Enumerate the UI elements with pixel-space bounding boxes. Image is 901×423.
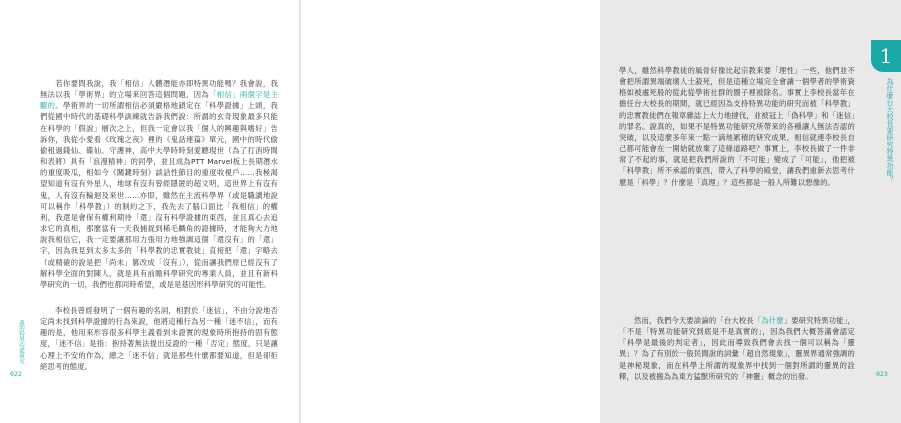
left-paragraph-1 xyxy=(40,78,278,290)
text-run: 事實上，李校長做了一件非常了不起的事，就是把我們所說的「不可能」變成了「可能」，他把被「科學教」所不承認的東西，帶入了科學的殿堂，讓我們重新去思考什麼是「科學」？什麼是「真理」？這些都是一般人所難以想像的。 xyxy=(619,144,855,187)
chapter-number-badge: 1 xyxy=(871,40,901,72)
page-number-right: 023 xyxy=(876,370,888,378)
right-page xyxy=(301,0,894,423)
highlighted-text: 為什麼 xyxy=(761,316,784,325)
left-paragraph-2 xyxy=(40,305,278,372)
highlighted-text: 相信」兩個字是主觀的 xyxy=(40,90,279,111)
left-page xyxy=(0,0,299,423)
text-run: 學人，雖然科學教徒的風骨好像比起宗教來要「理性」一些，他們並不會把所謂異端破壞人士殺死，但是這種立場完全會讓一個學者的學術資格如被處死般的從此從學術社群的圈子裡被除名。事實上李校長當年在擔任台大校長的期間，就已經因為支持特異功能的研究而被「科學教」的忠實教徒們在報章雜誌上大力地撻伐，並被冠上「偽科學」和「迷信」的罪名。說真的，如果不是特異功能研究所帶來的各種讓人無法否認的突破，以及這麼多年來一點一滴地累積的研究成果，相信就連李校長自己都可能會在一開始就放棄了這條道路吧？ xyxy=(619,66,855,154)
running-head: 我的特異功能研究 xyxy=(18,320,24,364)
right-paragraph-1 xyxy=(619,65,855,188)
right-paragraph-2 xyxy=(619,315,855,382)
chapter-title: 為什麼台大校長要研究特異功能？ xyxy=(886,78,894,183)
text-run: 若你要問我說，我「相信」人體潛能亦即特異功能嗎？我會說，我無法以我「學術界」的立場來回答這個問題，因為「 xyxy=(40,79,278,100)
text-run: 。學術界的一切所謂相信必須嚴格地鎖定在「科學證據」上頭，我們從國中時代的基礎科學訓練就告訴我們說：所謂的玄奇現象最多只能在科學的「假說」層次之上，但我一定會以我「個人的興趣與嗜好」告訴你，我從小愛看《玫瑰之夜》裡的《鬼話連篇》單元，國中的時代偷偷租過錢仙、碟仙、守護神，高中大學時時刻愛聽現世（為了打消時間和表將）具有「浪漫精神」的同學，並且成為PTT Marvel板上長期潛水的重度吸瓜，相如今《關鍵時刻》談話性節目的重度收視戶……我極渴望知道有沒有外星人，地球有沒有曾經隱匿的超文明，這世界上有沒有鬼，人有沒有輪迴及來世……亦即，雖然在主流科學界（或是職讀地說可以稱作「科學教」）的制約之下，我先去了腦口面比「我相信」的權利，我還是會保有權利期待「還」沒有科學證據的東西，並且真心去追求它的真相，那麼當有一天我捕捉到稀毛麟角的證據時，才能夠大力地說我相信它，我一定要讓那用力張用力地強調這個「還沒有」的「還」字，因為我見到太多太多的「科學教的忠實教徒」直接把「還」字略去（或精確的說是把「尚未」篡改成「沒有」），從而讓我們原已經沒有了解科學全面的對陳人，就是具有前瞻科學研究的專業人員，並且有新科學研究的一切，我們也都同時希望，或是是基因形科學研究的可能性。 xyxy=(40,101,278,289)
text-run: 李校長曾經發明了一個有趣的名詞，相對於「迷信」，不由分說地否定尚未找到科學證據的行為來說，他將這種行為另一種「迷不信」，而有趣的是，他用來形容很多科學主義看到未證實的現象時所抱持的固有態度，「迷不信」是指：抱持著無法提出反證的一種「否定」態度，只是讓心理上不安的作為，總之「迷不信」就是那些什麼都要知道，但是卻拒絕思考的態度。 xyxy=(40,306,278,371)
text-run: 」要研究特異功能」，「不是「特異功能研究到底是不是真實的」，因為我們大概答滿會認定「科學是最後的判定者」，因此而導致我們會去找一個可以稱為「靈異」？為了有別於一般民間說的詞彙「超自然現象」，靈異界通常強調的是神秘現象，而在科學上所謂的現象界中找到一個對所謂的靈異的詮釋，以及被搬為為東方猛獸所研究的「神靈」概念的出發。 xyxy=(619,316,856,381)
page-number-left: 022 xyxy=(10,370,22,378)
text-run: 然而，我們今天要談論的「台大校長「 xyxy=(619,316,762,325)
